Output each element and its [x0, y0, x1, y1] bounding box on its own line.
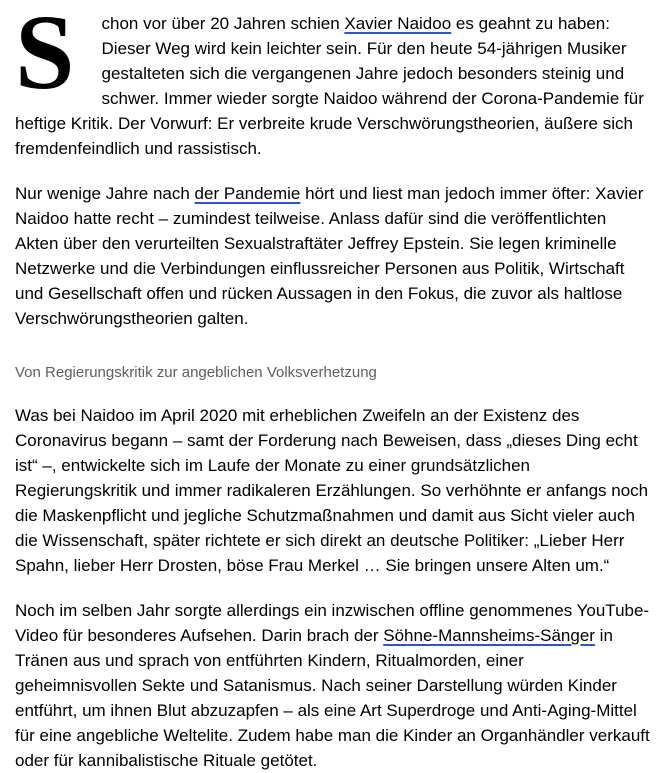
section-subheading: Von Regierungskritik zur angeblichen Volksverhetzung [15, 364, 377, 381]
inline-link[interactable]: der Pandemie [194, 184, 301, 203]
article-paragraph [15, 598, 655, 773]
inline-link[interactable]: Söhne-Mannsheims-Sänger [383, 626, 595, 645]
article-paragraph [15, 0, 650, 161]
article-paragraph [15, 181, 650, 331]
text-run: Noch im selben Jahr sorgte allerdings ein inzwischen offline genommenes YouTube-Video für besonderes Aufsehen. Darin brach der [15, 601, 650, 645]
text-run: Nur wenige Jahre nach [15, 184, 195, 203]
text-run: es geahnt zu haben: Dieser Weg wird kein leichter sein. Für den heute 54-jährigen Musiker gestalteten sich die vergangenen Jahre jedoch besonders steinig und schwer. Immer wieder sorgte Naidoo während der Corona-Pandemie für heftige Kritik. Der Vorwurf: Er verbreite krude Verschwörungstheorien, äußere sich fremdenfeindlich und rassistisch. [15, 14, 649, 158]
text-run: chon vor über 20 Jahren schien [101, 14, 345, 33]
text-run: Was bei Naidoo im April 2020 mit erheblichen Zweifeln an der Existenz des Coronavirus begann – samt der Forderung nach Beweisen, dass „dieses Ding echt ist“ –, entwickelte sich im Laufe der Monate zu einer grundsätzlichen Regierungskritik und immer radikaleren Erzählungen. So verhöhnte er anfangs noch die Maskenpflicht und jegliche Schutzmaßnahmen und damit aus Sicht vieler auch die Wissenschaft, später richtete er sich direkt an deutsche Politiker: „Lieber Herr Spahn, lieber Herr Drosten, böse Frau Merkel … Sie bringen unsere Alten um.“ [15, 406, 653, 575]
text-run: hört und liest man jedoch immer öfter: Xavier Naidoo hatte recht – zumindest teilweise. Anlass dafür sind die veröffentlichten Akten über den verurteilten Sexualstraftäter Jeffrey Epstein. Sie legen kriminelle Netzwerke und die Verbindungen einflussreicher Personen aus Politik, Wirtschaft und Gesellschaft offen und rücken Aussagen in den Fokus, die zuvor als haltlose Verschwörungstheorien galten. [15, 184, 649, 328]
drop-cap: S [15, 0, 75, 112]
inline-link[interactable]: Xavier Naidoo [344, 14, 452, 33]
text-run: in Tränen aus und sprach von entführten Kindern, Ritualmorden, einer geheimnisvollen Sekte und Satanismus. Nach seiner Darstellung würden Kinder entführt, um ihnen Blut abzuzapfen – als eine Art Superdroge und Anti-Aging-Mittel für eine angebliche Weltelite. Zudem habe man die Kinder an Organhändler verkauft oder für kannibalistische Rituale getötet. [15, 626, 655, 770]
article-paragraph [15, 403, 653, 578]
